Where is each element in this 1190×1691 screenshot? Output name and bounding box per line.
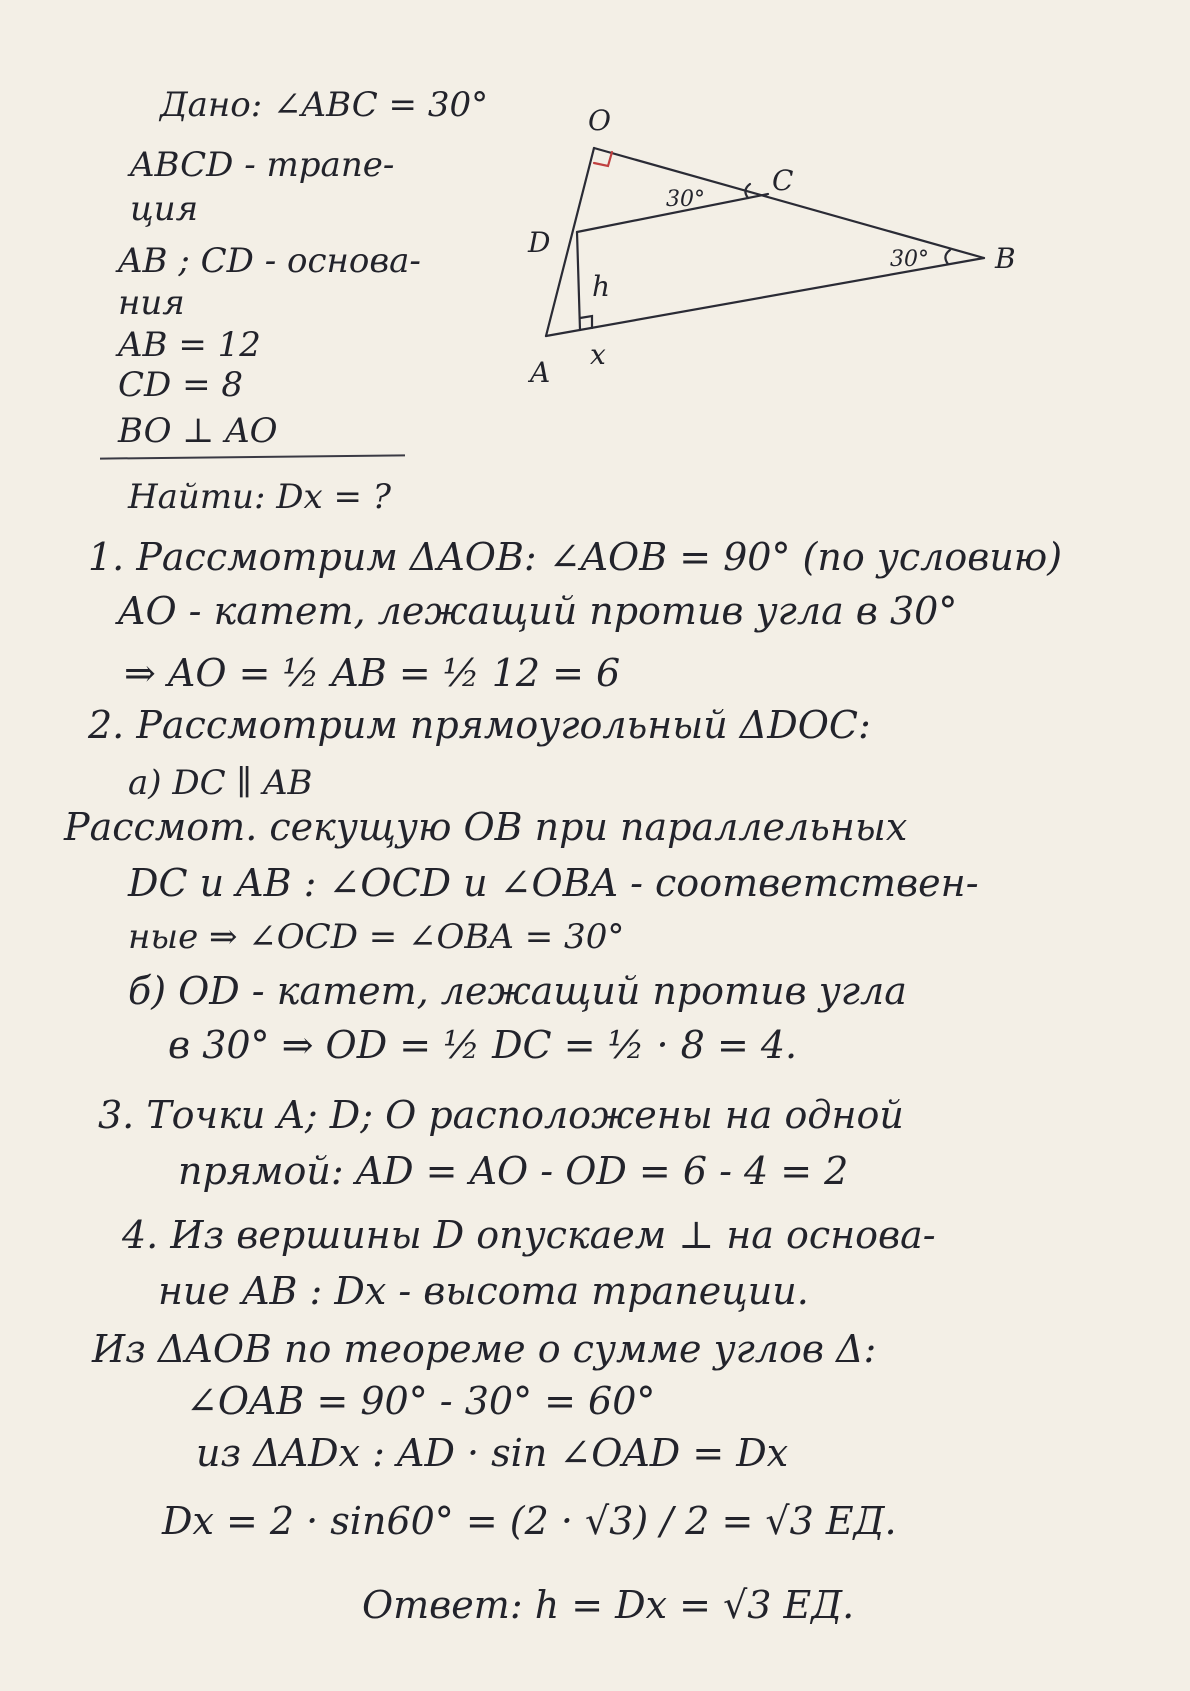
given-line-6: AB = 12: [118, 325, 261, 365]
line-oa: [546, 148, 594, 336]
label-c: C: [772, 164, 794, 197]
given-line-4: AB ; CD - основа-: [118, 241, 421, 281]
given-line-1: Дано: ∠ABC = 30°: [160, 85, 489, 125]
solution-line-4a: 4. Из вершины D опускаем ⊥ на основа-: [122, 1213, 936, 1257]
solution-line-1b: AO - катет, лежащий против угла в 30°: [118, 589, 958, 633]
solution-line-1c: ⇒ AO = ½ AB = ½ 12 = 6: [124, 651, 621, 695]
label-o: O: [588, 104, 611, 137]
height-dx: [577, 232, 580, 330]
solution-line-2c: Рассмот. секущую OB при параллельных: [64, 805, 908, 849]
solution-line-2g: в 30° ⇒ OD = ½ DC = ½ · 8 = 4.: [168, 1023, 798, 1067]
solution-line-3b: прямой: AD = AO - OD = 6 - 4 = 2: [178, 1149, 849, 1193]
trapezoid-figure: [0, 0, 1190, 420]
solution-line-4d: ∠OAB = 90° - 30° = 60°: [186, 1379, 656, 1423]
solution-line-4e: из ΔADx : AD · sin ∠OAD = Dx: [196, 1431, 789, 1475]
solution-line-4b: ние AB : Dx - высота трапеции.: [158, 1269, 809, 1313]
solution-line-2f: б) OD - катет, лежащий против угла: [128, 969, 907, 1013]
divider-line: [100, 454, 405, 459]
solution-line-4f: Dx = 2 · sin60° = (2 · √3) / 2 = √3 ЕД.: [162, 1499, 897, 1543]
given-line-2: ABCD - трапе-: [130, 145, 395, 185]
given-line-5: ния: [118, 283, 185, 323]
given-line-3: ция: [130, 189, 199, 229]
given-line-7: CD = 8: [118, 365, 244, 405]
label-d: D: [528, 226, 551, 259]
solution-line-4c: Из ΔAOB по теореме о сумме углов Δ:: [92, 1327, 877, 1371]
right-angle-o: [594, 152, 612, 166]
solution-line-2b: а) DC ∥ AB: [128, 763, 313, 803]
label-x: x: [590, 338, 606, 371]
given-line-8: BO ⊥ AO: [118, 411, 278, 451]
solution-line-2d: DC и AB : ∠OCD и ∠OBA - соответствен-: [128, 861, 979, 905]
solution-line-3a: 3. Точки A; D; O расположены на одной: [98, 1093, 904, 1137]
right-angle-x: [580, 316, 592, 328]
solution-line-1a: 1. Рассмотрим ΔAOB: ∠AOB = 90° (по условию): [88, 535, 1063, 579]
label-angle-c: 30°: [666, 187, 705, 212]
find-line: Найти: Dx = ?: [128, 477, 391, 517]
label-angle-b: 30°: [890, 247, 929, 272]
solution-line-2a: 2. Рассмотрим прямоугольный ΔDOC:: [88, 703, 871, 747]
label-h: h: [592, 270, 611, 303]
label-b: B: [995, 242, 1016, 275]
label-a: A: [530, 356, 551, 389]
answer-line: Ответ: h = Dx = √3 ЕД.: [362, 1583, 855, 1627]
angle-arc-b: [945, 250, 950, 264]
solution-line-2e: ные ⇒ ∠OCD = ∠OBA = 30°: [128, 917, 625, 957]
